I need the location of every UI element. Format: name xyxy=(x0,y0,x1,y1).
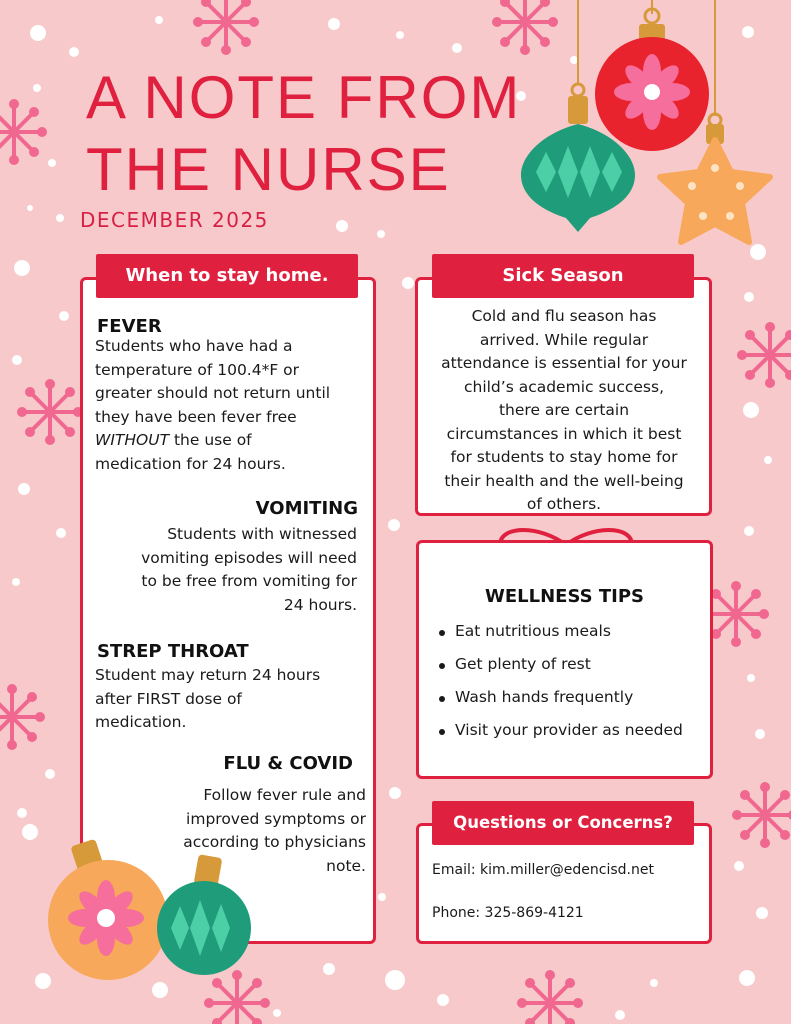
title-line-2: THE NURSE xyxy=(86,136,451,203)
title-line-1: A NOTE FROM xyxy=(86,64,522,131)
strep-line: medication. xyxy=(95,713,187,731)
flu-line: according to physicians xyxy=(183,833,366,851)
sick-season-line: child’s academic success, xyxy=(463,377,665,396)
sick-season-line: arrived. While regular xyxy=(479,330,649,349)
fever-emphasis-rest: the use of xyxy=(169,431,252,449)
wellness-tips-list xyxy=(437,622,683,754)
sick-season-line: circumstances in which it best xyxy=(446,424,682,443)
flu-covid-heading: FLU & COVID xyxy=(223,753,353,774)
strep-line: after FIRST dose of xyxy=(95,689,242,708)
orange-ornament-icon xyxy=(48,839,168,980)
fever-emphasis: WITHOUT xyxy=(95,431,170,449)
fever-line: they have been fever free xyxy=(95,407,297,426)
sick-season-line: their health and the well-being xyxy=(444,471,684,490)
flu-line: Follow fever rule and xyxy=(203,786,366,804)
list-item: Visit your provider as needed xyxy=(437,721,683,754)
sick-season-line: Cold and flu season has xyxy=(471,307,657,325)
wellness-heading: WELLNESS TIPS xyxy=(485,586,644,607)
contact-phone[interactable]: Phone: 325-869-4121 xyxy=(432,905,584,921)
sick-season-line: there are certain xyxy=(498,401,630,419)
vomiting-line: vomiting episodes will need xyxy=(141,548,357,567)
flu-line: improved symptoms or xyxy=(186,809,366,828)
fever-line: medication for 24 hours. xyxy=(95,454,286,473)
fever-line: greater should not return until xyxy=(95,384,331,402)
fever-heading: FEVER xyxy=(97,316,162,337)
list-item: Wash hands frequently xyxy=(437,688,683,721)
vomiting-line: to be free from vomiting for xyxy=(141,572,357,590)
sick-season-line: of others. xyxy=(526,495,602,513)
fever-line: Students who have had a xyxy=(95,337,293,355)
vomiting-line: 24 hours. xyxy=(283,595,357,614)
list-item: Get plenty of rest xyxy=(437,655,683,688)
contact-email[interactable]: Email: kim.miller@edencisd.net xyxy=(432,862,654,878)
newsletter-date: DECEMBER 2025 xyxy=(80,208,269,232)
questions-tab: Questions or Concerns? xyxy=(432,801,694,845)
sick-season-line: for students to stay home for xyxy=(450,448,678,466)
sick-season-line: attendance is essential for your xyxy=(441,354,687,372)
sick-season-tab: Sick Season xyxy=(432,254,694,298)
fever-line: temperature of 100.4*F or xyxy=(95,360,300,379)
flu-line: note. xyxy=(326,856,366,875)
green-ornament-icon xyxy=(157,854,251,975)
vomiting-heading: VOMITING xyxy=(255,498,358,519)
vomiting-line: Students with witnessed xyxy=(167,525,357,543)
strep-line: Student may return 24 hours xyxy=(95,666,321,684)
strep-heading: STREP THROAT xyxy=(97,641,249,662)
sick-season-text xyxy=(418,305,710,517)
stay-home-tab: When to stay home. xyxy=(96,254,358,298)
list-item: Eat nutritious meals xyxy=(437,622,683,655)
